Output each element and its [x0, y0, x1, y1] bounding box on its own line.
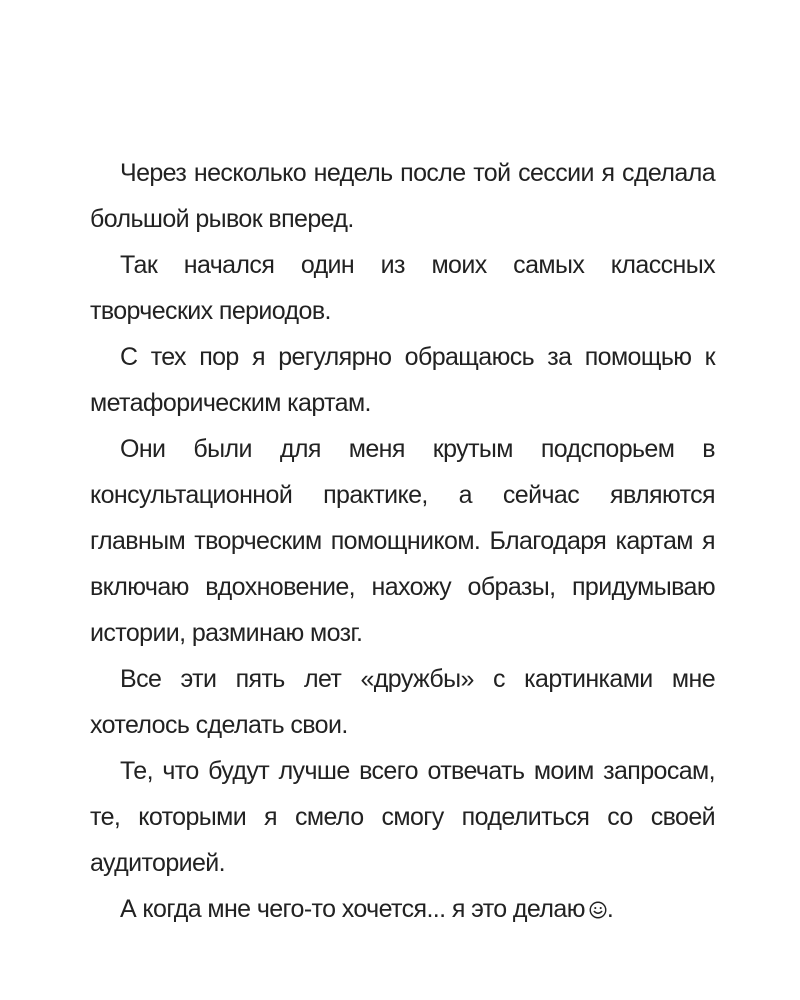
smiley-icon — [589, 901, 607, 919]
paragraph-7-text: А когда мне чего-то хочется... я это делаю — [120, 895, 585, 923]
paragraph-2: Так начался один из моих самых классных творческих периодов. — [90, 251, 715, 325]
paragraph-5: Все эти пять лет «дружбы» с картинками мне хотелось сделать свои. — [90, 665, 715, 739]
paragraph-6: Те, что будут лучше всего отвечать моим запросам, те, которыми я смело смогу поделиться со своей аудиторией. — [90, 757, 715, 877]
paragraph-3: С тех пор я регулярно обращаюсь за помощью к метафорическим картам. — [90, 343, 715, 417]
end-punctuation: . — [606, 895, 614, 923]
paragraph-1: Через несколько недель после той сессии я сделала большой рывок вперед. — [90, 159, 715, 233]
paragraph-7 — [90, 886, 715, 932]
paragraph-4: Они были для меня крутым подспорьем в консультационной практике, а сейчас являются главным творческим помощником. Благодаря картам я включаю вдохновение, нахожу образы, придумываю истории, разминаю мозг. — [90, 435, 715, 647]
document-body — [90, 150, 715, 932]
